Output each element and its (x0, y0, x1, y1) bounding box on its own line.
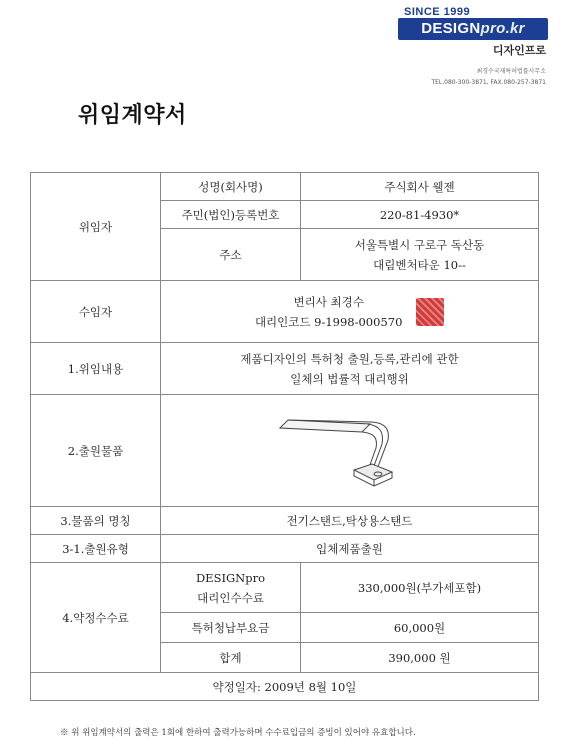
total-label: 합계 (161, 643, 301, 673)
brand-main: DESIGN (421, 20, 481, 37)
row-product (31, 395, 539, 507)
office-fee-label: 특허청납부요금 (161, 613, 301, 643)
id-value: 220-81-4930* (301, 201, 539, 229)
brand-suffix: pro.kr (480, 20, 525, 37)
brand-korean: 디자인프로 (492, 44, 546, 57)
product-name-value: 전기스탠드,탁상용스탠드 (161, 507, 539, 535)
contract-date: 약정일자: 2009년 8월 10일 (31, 673, 539, 701)
address-line-2: 대림벤처타운 10-- (373, 257, 466, 272)
delegatee-line-2: 대리인코드 9-1998-000570 (254, 314, 403, 329)
delegator-label: 위임자 (31, 173, 161, 281)
contact-info: TEL.080-300-3871, FAX.080-257-3871 (431, 79, 546, 86)
agent-fee-label (161, 563, 301, 613)
fees-label: 4.약정수수료 (31, 563, 161, 673)
seal-stamp-icon (416, 298, 444, 326)
document-title: 위임계약서 (78, 103, 187, 128)
scope-line-1: 제품디자인의 특허청 출원,등록,관리에 관한 (240, 351, 459, 366)
brand-badge (398, 18, 548, 40)
office-name: 최경수국제특허법률사무소 (476, 68, 546, 75)
delegatee-label: 수임자 (31, 281, 161, 343)
scope-value (161, 343, 539, 395)
contract-table (30, 172, 539, 701)
row-filing-type (31, 535, 539, 563)
name-label: 성명(회사명) (161, 173, 301, 201)
product-label: 2.출원물품 (31, 395, 161, 507)
row-date (31, 673, 539, 701)
agent-fee-label-1: DESIGNpro (195, 570, 266, 585)
row-delegatee (31, 281, 539, 343)
address-line-1: 서울특별시 구로구 독산동 (354, 237, 485, 252)
row-product-name (31, 507, 539, 535)
filing-type-value: 입체제품출원 (161, 535, 539, 563)
product-name-label: 3.물품의 명칭 (31, 507, 161, 535)
address-value (301, 229, 539, 281)
filing-type-label: 3-1.출원유형 (31, 535, 161, 563)
scope-line-2: 일체의 법률적 대리행위 (290, 371, 409, 386)
id-label: 주민(법인)등록번호 (161, 201, 301, 229)
since-text: SINCE 1999 (404, 6, 471, 18)
footer-note: ※ 위 위임계약서의 출력은 1회에 한하여 출력가능하며 수수료입금의 증빙이 있어야 유효합니다. (60, 728, 416, 738)
agent-fee-value: 330,000원(부가세포함) (301, 563, 539, 613)
name-value: 주식회사 웰젠 (301, 173, 539, 201)
total-value: 390,000 원 (301, 643, 539, 673)
delegatee-text (255, 292, 402, 332)
delegatee-line-1: 변리사 최경수 (293, 294, 364, 309)
desk-lamp-drawing-icon (250, 398, 450, 498)
row-scope (31, 343, 539, 395)
scope-label: 1.위임내용 (31, 343, 161, 395)
delegatee-value (161, 281, 539, 343)
address-label: 주소 (161, 229, 301, 281)
product-drawing-cell (161, 395, 539, 507)
row-fee-agent (31, 563, 539, 613)
row-delegator-name (31, 173, 539, 201)
agent-fee-label-2: 대리인수수료 (197, 590, 264, 605)
office-fee-value: 60,000원 (301, 613, 539, 643)
company-logo (398, 6, 548, 86)
